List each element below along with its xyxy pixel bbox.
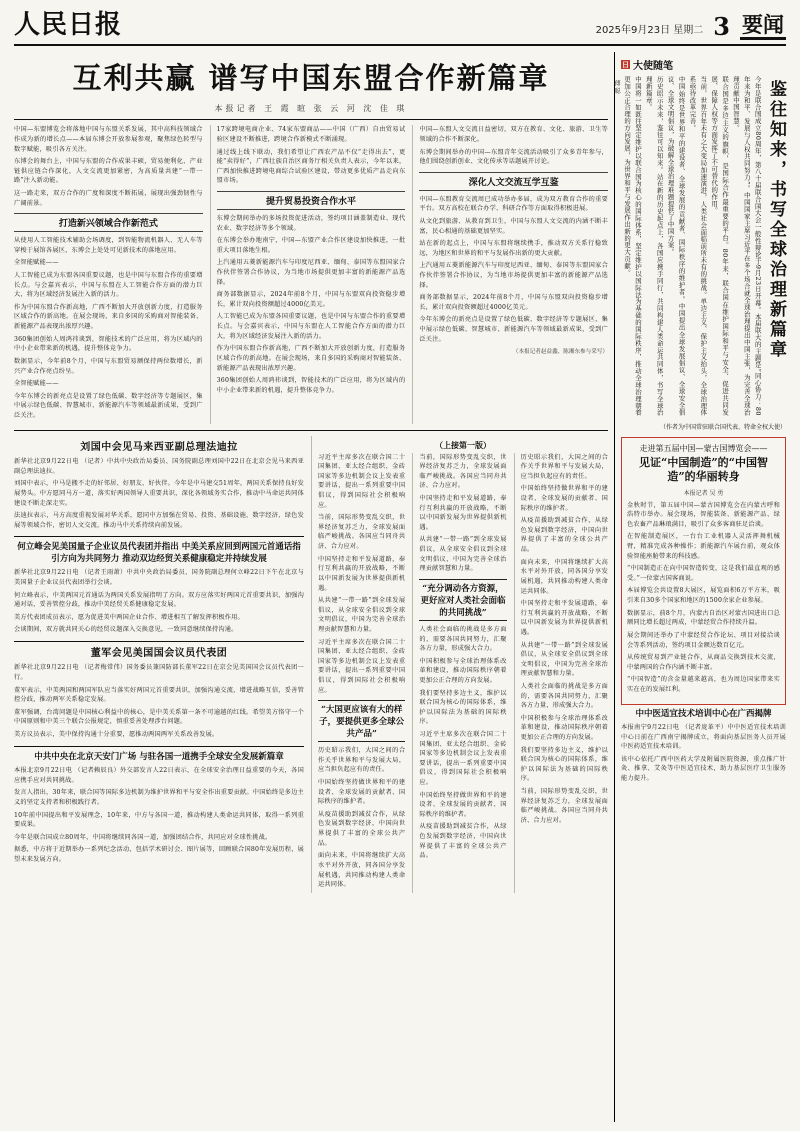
divider (14, 430, 608, 431)
paragraph: 今年东博会的新亮点是设置了绿色低碳、数字经济等专题展区，集中展示绿色低碳、智慧城市、新能源汽车等领域最新成果，受到广泛关注。 (14, 392, 203, 419)
publication-date: 2025年9月23日 星期二 (595, 25, 704, 36)
newspaper-logo: 人民日报 (14, 10, 123, 40)
paragraph: 中国—东盟教育交流周已成功举办多届，成为双方教育合作的重要平台。双方高校在联合办学、科研合作等方面取得积极进展。 (419, 195, 609, 213)
paragraph: 展会期间还举办了中蒙经贸合作论坛、项目对接洽谈会等系列活动，签约项目金额达数百亿元。 (627, 631, 780, 649)
lead-byline: 本报记者 王 霞 暄 张 云 河 沈 佳 琪 (14, 103, 608, 120)
dateline: 新华社北京9月22日电 （记者）中共中央政治局委员、国务院副总理刘国中22日在北京会见马来西亚副总理法迪拉。 (14, 458, 304, 475)
article-title: 中中医适宜技术培训中心在广西揭牌 (635, 708, 772, 719)
paragraph: 作为中国东盟合作新高地，广西不断加大开放创新力度，打造服务区域合作的新高地。在展会现场，来自多国的采购商对智能装备、新能源产品表现出浓厚兴趣。 (14, 303, 203, 331)
lead-subhead-3: 深化人文交流互学互鉴 (419, 172, 608, 191)
paragraph: “中国智造”的含金量越来越高，也为周边国家带来实实在在的发展红利。 (627, 676, 780, 693)
paragraph: 中国积极参与全球治理体系改革和建设，推动国际秩序朝着更加公正合理的方向发展。 (520, 714, 608, 742)
article-title: 董军会见美国国会议员代表团 (90, 647, 228, 659)
masthead (14, 6, 786, 46)
divider (14, 641, 304, 642)
paragraph: 从疫苗援助到减贫合作，从绿色发展到数字经济，中国向世界提供了丰富的全球公共产品。 (419, 823, 507, 860)
paragraph: 何立峰表示，中美两国元首通话为两国关系发展指明了方向。双方应落实好两国元首重要共识，加强沟通对话，妥善管控分歧，推动中美经贸关系健康稳定发展。 (14, 591, 304, 609)
paragraph: 人类社会面临的挑战是多方面的，需要各国共同努力，汇聚各方力量，形成强大合力。 (520, 682, 608, 710)
lead-subhead-2: 提升贸易投资合作水平 (217, 191, 406, 210)
paragraph: 数据显示，今年前8个月，中国与东盟贸易额保持两位数增长，新兴产业合作亮点纷呈。 (14, 357, 203, 375)
page-number: 3 (713, 12, 730, 41)
paragraph: 美方议员表示，美中保持沟通十分重要，愿推动两国两军关系改善发展。 (14, 731, 219, 739)
continued-article (311, 436, 608, 893)
paragraph: 习近平主席多次在联合国二十国集团、亚太经合组织、金砖国家等多边机制会议上发表重要讲话，提出一系列重要中国倡议，得到国际社会积极响应。 (318, 638, 406, 694)
paragraph: 从共建“一带一路”到全球发展倡议，从全球安全倡议到全球文明倡议，中国为完善全球治理贡献智慧和力量。 (419, 536, 507, 573)
right-column (614, 52, 786, 1122)
lower-section (14, 436, 608, 893)
essay-signature: 傅 聪 (613, 80, 621, 94)
paragraph: 今年是联合国成立80周年，中国将继续同各国一道，加强团结合作，共同应对全球性挑战。 (14, 833, 272, 841)
paragraph: 历史昭示我们，大国之间的合作关乎世界和平与发展大局，应当担负起应有的责任。 (318, 747, 406, 774)
section-title: 要闻 (740, 14, 786, 40)
paragraph: 董军强调，台湾问题是中国核心利益中的核心，是中美关系第一条不可逾越的红线。希望美方恪守一个中国原则和中美三个联合公报规定，慎重妥善处理涉台问题。 (14, 708, 304, 726)
paragraph: 本届博览会共设置8大展区，展览面积6万平方米，吸引来自30多个国家和地区的1500余家企业参展。 (627, 587, 780, 605)
paragraph: 商务部数据显示，2024年前8个月，中国与东盟双向投资稳步增长，累计双向投资额超过4000亿美元。 (216, 291, 406, 308)
paragraph: 数据显示，前8个月，内蒙古自治区对蒙古国进出口总额同比增长超过两成，中蒙经贸合作持续升温。 (627, 609, 780, 627)
lead-source-note: （本报记者赵益鑫、陈湘东参与采写） (512, 349, 609, 356)
article-title: 刘国中会见马来西亚副总理法迪拉 (80, 441, 238, 453)
paragraph: 从文化到旅游、从教育到卫生，中国与东盟人文交流的内涵不断丰富，民心相通的基础更加坚实。 (419, 218, 609, 235)
paragraph: 从传统贸易到产业链合作，从商品交换到技术交流，中蒙两国的合作内涵不断丰富。 (627, 654, 780, 671)
paragraph: 会谈期间，双方就共同关心的经贸议题深入交换意见，一致同意继续保持沟通。 (14, 626, 238, 634)
divider (14, 536, 304, 537)
paragraph: 面向未来，中国将继续扩大高水平对外开放，同各国分享发展机遇，共同推动构建人类命运共同体。 (520, 558, 608, 595)
paragraph: 中国始终坚持做世界和平的建设者、全球发展的贡献者、国际秩序的维护者。 (419, 791, 507, 818)
paragraph: 中国始终坚持做世界和平的建设者、全球发展的贡献者、国际秩序的维护者。 (520, 485, 608, 512)
dateline: 本报南宁9月22日电 （记者庞革平）中中医适宜技术培训中心日前在广西南宁揭牌成立，将面向基层医务人员开展中医药适宜技术培训。 (621, 724, 786, 751)
paragraph: 这一路走来，双方合作的广度和深度不断拓展，展现出强劲韧性与广阔前景。 (14, 190, 203, 207)
paragraph: 360集团创始人周鸿祎谈到，智能技术的广泛应用，将为区域内的中小企业带来新的机遇，提升整体竞争力。 (216, 377, 406, 394)
paragraph: 习近平主席多次在联合国二十国集团、亚太经合组织、金砖国家等多边机制会议上发表重要讲话，提出一系列重要中国倡议，得到国际社会积极响应。 (318, 453, 406, 509)
main-column (14, 52, 608, 1122)
paragraph: 中国坚持走和平发展道路，奉行互利共赢的开放战略，不断以中国新发展为世界提供新机遇。 (318, 555, 406, 592)
lead-col-3 (412, 125, 608, 423)
paragraph: 据悉，中方将于近期举办一系列纪念活动，包括学术研讨会、图片展等，回顾联合国80年发展历程，展望未来发展方向。 (14, 846, 304, 864)
lead-article (14, 52, 608, 424)
paragraph: 10年前中国提出和平发展理念，10年来，中方与各国一道，推动构建人类命运共同体，取得一系列重要成果。 (14, 811, 304, 829)
lead-columns (14, 125, 608, 423)
paragraph: 通过线上线下联动，我们希望让广西农产品不仅“走得出去”，更能“卖得好”，广西壮族自治区商务厅相关负责人表示，今年以来，广西加快推进跨境电商综合试验区建设，带动更多优质产品走向东盟市场。 (216, 148, 406, 185)
essay-paragraph: 中国将一如既往坚定维护以联合国为核心的国际体系，坚定维护以国际法为基础的国际秩序，推动全球治理朝着更加公正合理的方向发展，为世界和平与发展作出新的更大贡献。 (623, 76, 642, 416)
essay-paragraph: 中国始终是世界和平的建设者、全球发展的贡献者、国际秩序的维护者。中国提出全球发展倡议、全球安全倡议、全球文明倡议，为破解全球治理难题提供了中国方案。 (666, 76, 686, 416)
essay-badge (621, 57, 673, 72)
lead-subhead-1: 打造新兴领域合作新范式 (14, 213, 203, 232)
paragraph: 面向未来，中国将继续扩大高水平对外开放，同各国分享发展机遇，共同推动构建人类命运共同体。 (318, 852, 406, 889)
paragraph: 上汽通用五菱新能源汽车与印度尼西亚、缅甸、泰国等东盟国家合作伙伴签署合作协议，为当地市场提供更加丰富的新能源产品选择。 (216, 259, 406, 286)
continued-columns (318, 453, 608, 893)
paragraph: 习近平主席多次在联合国二十国集团、亚太经合组织、金砖国家等多边机制会议上发表重要讲话，提出一系列重要中国倡议，得到国际社会积极响应。 (419, 730, 507, 787)
feature-headline: 见证“中国制造”的“中国智造”的华丽转身 (639, 456, 768, 484)
lead-headline: 互利共赢 谱写中国东盟合作新篇章 (72, 61, 550, 95)
essay-mark-icon: 日 (622, 60, 629, 69)
paragraph: 中国积极参与全球治理体系改革和建设，推动国际秩序朝着更加公正合理的方向发展。 (419, 657, 507, 684)
paragraph: 上汽通用五菱新能源汽车与印度尼西亚、缅甸、泰国等东盟国家合作伙伴签署合作协议，为当地市场提供更加丰富的新能源产品选择。 (419, 262, 609, 289)
continued-col-1 (318, 453, 405, 893)
paragraph: 发言人指出，30年来，联合国等国际多边机制为维护世界和平与安全作出重要贡献。中国始终是多边主义的坚定支持者和积极践行者。 (14, 789, 304, 806)
essay-badge-label: 大使随笔 (633, 61, 673, 72)
essay-paragraph: 当前，世界百年未有之大变局加速演进，人类社会面临前所未有的挑战。单边主义、保护主义抬头，全球治理体系亟待改革完善。 (688, 76, 708, 416)
paragraph: 刘国中表示，中马是搬不走的好邻居、好朋友、好伙伴。今年是中马建交51周年，两国关系保持良好发展势头。中方愿同马方一道，落实好两国领导人重要共识，深化各领域务实合作，推动中马命运共同体建设不断走深走实。 (14, 480, 304, 507)
paragraph: 从疫苗援助到减贫合作，从绿色发展到数字经济，中国向世界提供了丰富的全球公共产品。 (318, 810, 406, 847)
paragraph: 从共建“一带一路”到全球发展倡议，从全球安全倡议到全球文明倡议，中国为完善全球治理贡献智慧和力量。 (318, 597, 406, 633)
continued-col-2 (412, 453, 506, 893)
paragraph: 从共建“一带一路”到全球发展倡议，从全球安全倡议到全球文明倡议，中国为完善全球治理贡献智慧和力量。 (520, 641, 608, 678)
paragraph: 人工智能已成为东盟各国重要议题，也是中国与东盟合作的重要增长点。与会嘉宾表示，中国与东盟在人工智能合作方面的潜力巨大，将为区域经济发展注入新的活力。 (216, 313, 406, 340)
paragraph: 商务部数据显示，2024年前8个月，中国与东盟双向投资稳步增长，累计双向投资额超过4000亿美元。 (419, 294, 609, 311)
paragraph: 当前，国际形势变乱交织，世界经济复苏乏力，全球发展面临严峻挑战。各国应当同舟共济、合力应对。 (419, 453, 507, 490)
paragraph: 中国坚持走和平发展道路，奉行互利共赢的开放战略，不断以中国新发展为世界提供新机遇。 (419, 495, 507, 531)
article-title: 中共中央在北京天安门广场 与驻各国一道携手全球安全发展新篇章 (34, 751, 284, 762)
paragraph: 作为中国东盟合作新高地，广西不断加大开放创新力度，打造服务区域合作的新高地。在展会现场，来自多国的采购商对智能装备、新能源产品表现出浓厚兴趣。 (216, 345, 406, 372)
paragraph: 中国—东盟人文交流日益密切，双方在教育、文化、旅游、卫生等领域的合作不断深化。 (419, 126, 609, 143)
news-briefs-column (14, 436, 304, 893)
paragraph: 当前，国际形势变乱交织，世界经济复苏乏力，全球发展面临严峻挑战。各国应当同舟共济、合力应对。 (318, 514, 406, 551)
paragraph: 从疫苗援助到减贫合作，从绿色发展到数字经济，中国向世界提供了丰富的全球公共产品。 (520, 517, 608, 554)
lead-col-2 (210, 125, 406, 423)
featured-article-box (621, 437, 786, 705)
continued-col-3 (514, 453, 608, 893)
paragraph: 美方代表团成员表示，愿为促进美中两国企业合作、增进相互了解发挥积极作用。 (14, 613, 244, 621)
paragraph: 金秋时节，第五届中国—蒙古国博览会在内蒙古呼和浩特市举办。展会现场，智能装备、新能源产品、绿色农畜产品琳琅满目，吸引了众多客商驻足洽谈。 (627, 501, 780, 528)
paragraph: 在东博会举办地南宁，中国—东盟产业合作区建设加快推进，一批重大项目落地生根。 (216, 237, 406, 254)
paragraph: 360集团创始人周鸿祎谈到，智能技术的广泛应用，将为区域内的中小企业带来新的机遇，提升整体竞争力。 (14, 335, 203, 353)
continued-subhead-1: “充分调动各方资源，更好应对人类社会面临的共同挑战” (419, 579, 506, 621)
paragraph: 站在新的起点上，中国与东盟将继续携手，推动双方关系行稳致远，为地区和世界的和平与发展作出新的更大贡献。 (419, 240, 609, 257)
paragraph: 中国坚持走和平发展道路，奉行互利共赢的开放战略，不断以中国新发展为世界提供新机遇。 (520, 600, 608, 636)
paragraph: 法迪拉表示，马方高度重视发展对华关系，愿同中方加强在贸易、投资、基础设施、数字经济、绿色发展等领域合作，密切人文交流，推动马中关系持续向前发展。 (14, 512, 304, 529)
essay-author-line: （作者为中国常驻联合国代表、特命全权大使） (659, 424, 786, 431)
page-body (14, 52, 786, 1122)
paragraph: 17家跨境电商企业、74家东盟商品——中国（广西）自由贸易试验区建设不断推进，跨境合作新模式不断涌现。 (216, 126, 406, 143)
paragraph: 东博会的舞台上，中国与东盟的合作成果丰硕，贸易便利化、产业链供应链合作深化，人文交流更加紧密，为高质量共建“一带一路”注入新动能。 (14, 158, 203, 185)
essay-vertical-body (613, 76, 786, 420)
dateline: 新华社北京9月22日电 （记者王雨萧）中共中央政治局委员、国务院副总理何立峰22日下午在北京与美国量子企业议员代表团举行会谈。 (14, 569, 304, 586)
paragraph: 当前，国际形势变乱交织，世界经济复苏乏力，全球发展面临严峻挑战。各国应当同舟共济、合力应对。 (520, 788, 608, 824)
lead-col-1 (14, 125, 203, 423)
essay-paragraph: 今年是联合国成立80周年，第八十届联合国大会一般性辩论于9月23日开幕。本届联大的主题是“同心协力：80年来为和平、发展与人权共同努力”。中国国家主席习近平在多个场合就全球治理提出中国主张，为完善全球治理贡献中国智慧。 (731, 76, 762, 416)
dateline: 本报北京9月22日电 （记者赖辰良）外交部发言人22日表示，在全球安全治理日益重要的今天，各国应携手应对共同挑战。 (14, 767, 304, 784)
paragraph: 董军表示，中美两国和两国军队应当落实好两国元首重要共识，加强沟通交流，增进战略互信，妥善管控分歧，推动两军关系稳定发展。 (14, 686, 304, 704)
paragraph: 从使用人工智能技术辅助会场调度，到智能物流机器人、无人车等穿梭于展馆各展区，东博会上处处可见新技术的落地应用。 (14, 237, 203, 254)
continued-marker: （上接第一版） (435, 439, 491, 450)
paragraph: 人工智能已成为东盟各国重要议题，也是中国与东盟合作的重要增长点。与会嘉宾表示，中国与东盟在人工智能合作方面的潜力巨大，将为区域经济发展注入新的活力。 (14, 272, 203, 299)
paragraph: 东博会期间举办的中国—东盟青年交流活动吸引了众多青年参与，他们围绕创新创业、文化传承等话题展开讨论。 (419, 148, 609, 166)
essay-paragraph: 历史昭示未来，鉴往可以知来。站在新的历史起点上，各国应携手同行，共同构建人类命运共同体，书写全球治理新篇章。 (644, 76, 664, 416)
paragraph: 历史昭示我们，大国之间的合作关乎世界和平与发展大局，应当担负起应有的责任。 (520, 453, 608, 480)
dateline: 新华社北京9月22日电 （记者梅常伟）国务委员兼国防部长董军22日在京会见美国国会议员代表团一行。 (14, 664, 304, 682)
paragraph: 在智能制造展区，一台台工业机器人灵活挥舞机械臂，精准完成各种操作；新能源汽车展台前，观众体验智能座舱带来的科技感。 (627, 533, 780, 560)
masthead-right (596, 14, 786, 40)
divider (14, 746, 304, 747)
paragraph: 全智能赋能—— (14, 380, 59, 388)
paragraph: 中国始终坚持做世界和平的建设者、全球发展的贡献者、国际秩序的维护者。 (318, 779, 406, 806)
paragraph: 东博会期间举办的多场投资促进活动，签约项目涵盖制造业、现代农业、数字经济等多个领域。 (216, 215, 406, 232)
continued-subhead-2: “大国更应该有大的样子，要提供更多全球公共产品” (318, 700, 405, 742)
paragraph: 今年东博会的新亮点是设置了绿色低碳、数字经济等专题展区，集中展示绿色低碳、智慧城市、新能源汽车等领域最新成果，受到广泛关注。 (419, 316, 609, 343)
paragraph: “中国制造正在向中国智造转变，这是我们最直观的感受。”一位蒙古国客商说。 (627, 565, 780, 582)
feature-byline: 本报记者 吴 勇 (683, 489, 724, 497)
paragraph: 该中心依托广西中医药大学及附属医院资源，重点推广针灸、推拿、艾灸等中医适宜技术，助力基层医疗卫生服务能力提升。 (621, 755, 786, 783)
paragraph: 我们要坚持多边主义，维护以联合国为核心的国际体系，维护以国际法为基础的国际秩序。 (419, 689, 507, 726)
paragraph: 我们要坚持多边主义，维护以联合国为核心的国际体系，维护以国际法为基础的国际秩序。 (520, 746, 608, 783)
paragraph: 全智能赋能—— (14, 259, 59, 267)
essay-title: 鉴往知来，书写全球治理新篇章 (766, 80, 786, 360)
essay-paragraph: 联合国是多边主义的旗帜，是国际合作最重要的平台。80年来，联合国在维护国际和平与安全、促进共同发展、保障人权等方面发挥了不可替代的作用。 (710, 76, 730, 416)
paragraph: 人类社会面临的挑战是多方面的，需要各国共同努力，汇聚各方力量，形成强大合力。 (419, 625, 507, 653)
paragraph: 中国—东盟博览会将落地中国与东盟关系发展，其中高科技领域合作成为新的增长点——本届东博会开放参展参观，聚焦绿色转型与数字赋能，吸引各方关注。 (14, 126, 203, 153)
article-title: 何立峰会见美国量子企业议员代表团并指出 中美关系应回到两国元首通话指引方向为共同努力 推动双边经贸关系健康稳定并持续发展 (17, 542, 301, 564)
feature-kicker: 走进第五届中国—蒙古国博览会—— (639, 444, 768, 453)
